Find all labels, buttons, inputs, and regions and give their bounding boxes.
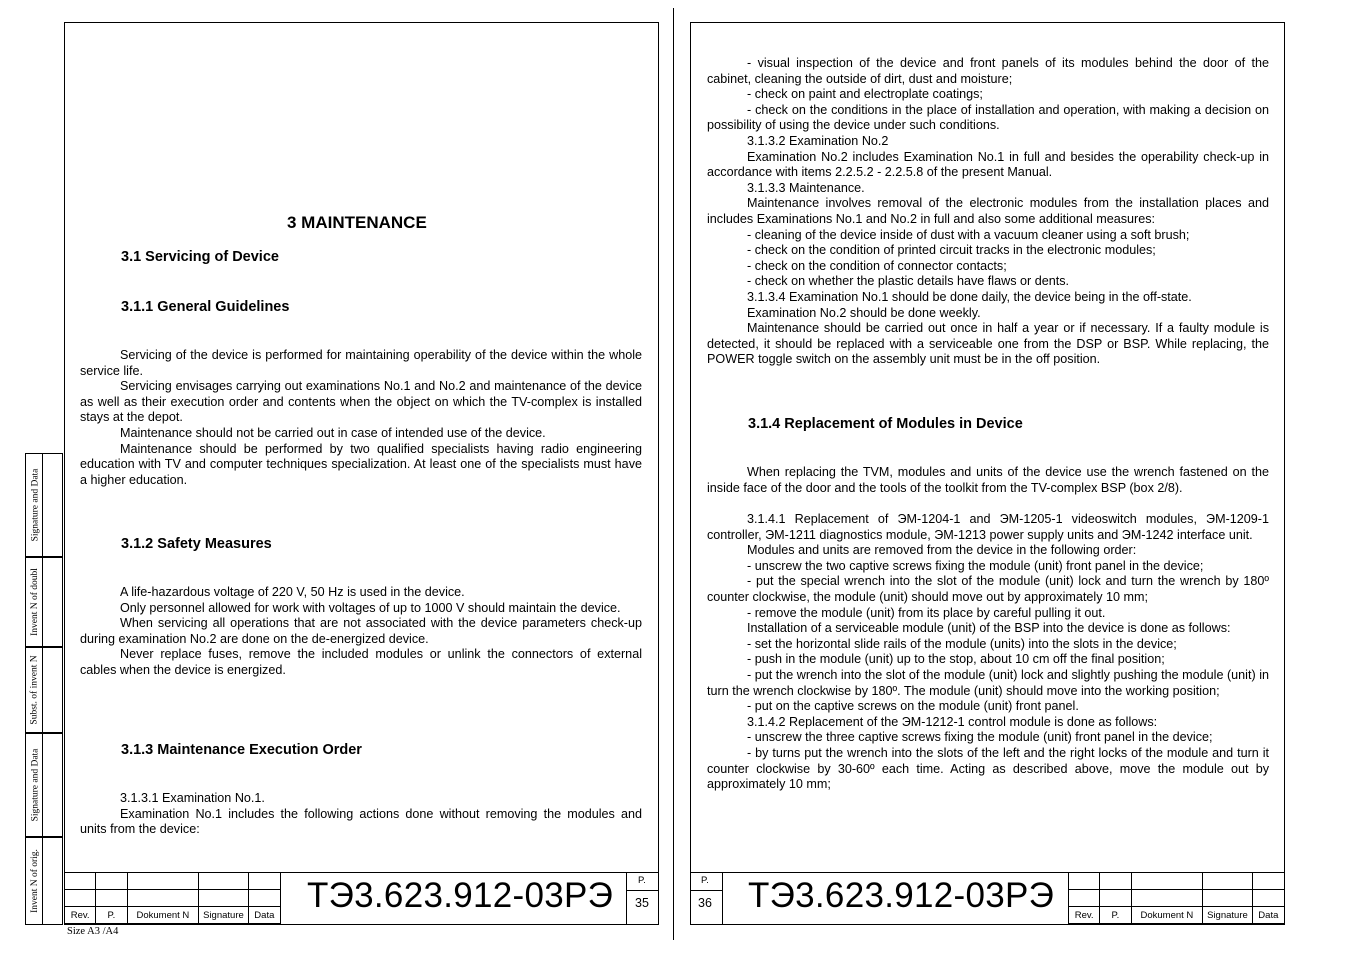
section-heading-3-1-2: 3.1.2 Safety Measures (121, 536, 272, 552)
side-stamp-invent-orig (25, 837, 63, 925)
replacement-intro-text (707, 465, 1269, 496)
paragraph: 3.1.4.2 Replacement of the ЭМ-1212-1 control module is done as follows: (747, 714, 1158, 729)
paragraph: A life-hazardous voltage of 220 V, 50 Hz is used in the device. (120, 585, 465, 599)
document-code: ТЭ3.623.912-03РЭ (748, 876, 1055, 915)
side-stamp-signature-data-2 (25, 733, 63, 837)
maintenance-continued-text (707, 56, 1269, 368)
side-label: Subst. of invent N (30, 655, 41, 725)
paragraph: - put the wrench into the slot of the module (unit) lock and slightly pushing the module (unit) in turn the wrench clockwise by 180º. The module (unit) should move into the working position; (707, 667, 1269, 698)
paragraph: Maintenance should be performed by two qualified specialists having radio engineering education with TV and computer techniques specialization. At least one of the specialists must have a higher education. (80, 441, 642, 487)
paragraph: - check on the conditions in the place of installation and operation, with making a decision on possibility of using the device under such conditions. (707, 102, 1269, 133)
paragraph: - visual inspection of the device and front panels of its modules behind the door of the cabinet, cleaning the outside of dirt, dust and moisture; (707, 56, 1269, 86)
paragraph: Examination No.1 includes the following actions done without removing the modules and units from the device: (80, 806, 642, 837)
page-number: 35 (635, 896, 649, 910)
size-note: Size A3 /A4 (67, 926, 119, 937)
paragraph: - push in the module (unit) up to the stop, about 10 cm off the final position; (747, 652, 1165, 667)
paragraph: - unscrew the two captive screws fixing the module (unit) front panel in the device; (747, 558, 1204, 573)
paragraph: Maintenance should be carried out once in half a year or if necessary. If a faulty module is detected, it should be replaced with a serviceable one from the DSP or BSP. While replacing, the POWER toggle switch on the assembly unit must be in the off position. (707, 321, 1269, 367)
paragraph: Never replace fuses, remove the included modules or unlink the connectors of external cables when the device is energized. (80, 647, 642, 677)
paragraph: Maintenance involves removal of the electronic modules from the installation places and includes Examinations No.1 and No.2 in full and also some additional measures: (707, 196, 1269, 226)
revision-table-right (1068, 872, 1285, 924)
paragraph: 3.1.3.2 Examination No.2 (747, 133, 889, 148)
paragraph: 3.1.4.1 Replacement of ЭМ-1204-1 and ЭМ-1205-1 videoswitch modules, ЭМ-1209-1 controller, ЭМ-1211 diagnostics module, ЭМ-1213 power supply units and ЭМ-1242 interface unit. (707, 512, 1269, 542)
paragraph: - check on whether the plastic details have flaws or dents. (747, 274, 1070, 289)
paragraph: 3.1.3.1 Examination No.1. (120, 791, 265, 805)
paragraph: Examination No.2 includes Examination No.1 in full and besides the operability check-up in accordance with items 2.2.5.2 - 2.2.5.8 of the present Manual. (707, 149, 1269, 180)
section-heading-3-1: 3.1 Servicing of Device (121, 249, 279, 265)
paragraph: - check on paint and electroplate coatings; (747, 87, 983, 102)
replacement-steps-text (707, 512, 1269, 793)
section-heading-3-1-3: 3.1.3 Maintenance Execution Order (121, 742, 362, 758)
data-label: Data (248, 907, 280, 924)
safety-measures-text (80, 585, 642, 679)
page-label: P. (701, 875, 709, 886)
page-number-box (626, 872, 659, 924)
document-code: ТЭ3.623.912-03РЭ (307, 876, 614, 915)
signature-label: Signature (1203, 907, 1252, 924)
side-label: Invent N of doubl (30, 568, 40, 636)
side-stamp-invent-doubl (25, 557, 63, 647)
execution-order-text (80, 791, 642, 838)
page-number: 36 (698, 896, 712, 910)
side-label: Signature and Data (30, 748, 40, 822)
p-label: P. (1100, 907, 1131, 924)
paragraph: 3.1.3.4 Examination No.1 should be done daily, the device being in the off-state. (747, 289, 1192, 304)
side-stamp-subst-invent (25, 647, 63, 733)
page-label: P. (638, 875, 646, 886)
rev-label: Rev. (1069, 907, 1100, 924)
page-number-box (690, 872, 723, 924)
paragraph: - cleaning of the device inside of dust with a vacuum cleaner using a soft brush; (747, 227, 1190, 242)
general-guidelines-text (80, 348, 642, 488)
paragraph: - remove the module (unit) from its place by careful pulling it out. (747, 605, 1106, 620)
paragraph: Examination No.2 should be done weekly. (747, 305, 981, 320)
side-label: Signature and Data (30, 468, 40, 542)
side-stamp-signature-data-1 (25, 453, 63, 557)
paragraph: Only personnel allowed for work with voltages of up to 1000 V should maintain the device. (120, 600, 621, 615)
section-heading-3-1-1: 3.1.1 General Guidelines (121, 299, 290, 315)
rev-label: Rev. (65, 907, 96, 924)
paragraph: Maintenance should not be carried out in case of intended use of the device. (120, 425, 546, 440)
paragraph: - put the special wrench into the slot of the module (unit) lock and turn the wrench by 180º counter clockwise, the module (unit) should move out by approximately 10 mm; (707, 574, 1269, 604)
side-label: Invent N of orig. (30, 849, 41, 913)
dokument-label: Dokument N (127, 907, 199, 924)
page-divider (673, 8, 674, 940)
chapter-title: 3 MAINTENANCE (287, 213, 427, 232)
paragraph: When replacing the TVM, modules and units of the device use the wrench fastened on the inside face of the door and the tools of the toolkit from the TV-complex BSP (box 2/8). (707, 465, 1269, 495)
title-block-rule-left (64, 872, 659, 873)
paragraph: When servicing all operations that are not associated with the device parameters check-up during examination No.2 are done on the de-energized device. (80, 616, 642, 646)
paragraph: 3.1.3.3 Maintenance. (747, 180, 865, 195)
paragraph: - by turns put the wrench into the slots of the left and the right locks of the module and turn it counter clockwise by 30-60º each time. Acting as described above, move the module out by approximately 10 mm; (707, 745, 1269, 792)
paragraph: - put on the captive screws on the module (unit) front panel. (747, 699, 1079, 714)
paragraph: Servicing of the device is performed for maintaining operability of the device within the whole service life. (80, 348, 642, 378)
paragraph: Servicing envisages carrying out examinations No.1 and No.2 and maintenance of the device as well as their execution order and contents when the object on which the TV-complex is installed stays at the depot. (80, 379, 642, 425)
p-label: P. (96, 907, 127, 924)
data-label: Data (1252, 907, 1284, 924)
paragraph: - unscrew the three captive screws fixing the module (unit) front panel in the device; (747, 730, 1213, 745)
paragraph: Modules and units are removed from the device in the following order: (747, 543, 1137, 558)
revision-table-left (64, 872, 281, 924)
paragraph: - check on the condition of printed circuit tracks in the electronic modules; (747, 243, 1156, 258)
section-heading-3-1-4: 3.1.4 Replacement of Modules in Device (748, 416, 1023, 432)
paragraph: - check on the condition of connector contacts; (747, 258, 1007, 273)
paragraph: - set the horizontal slide rails of the module (units) into the slots in the device; (747, 636, 1177, 651)
paragraph: Installation of a serviceable module (unit) of the BSP into the device is done as follows: (747, 621, 1231, 636)
dokument-label: Dokument N (1131, 907, 1203, 924)
signature-label: Signature (199, 907, 248, 924)
